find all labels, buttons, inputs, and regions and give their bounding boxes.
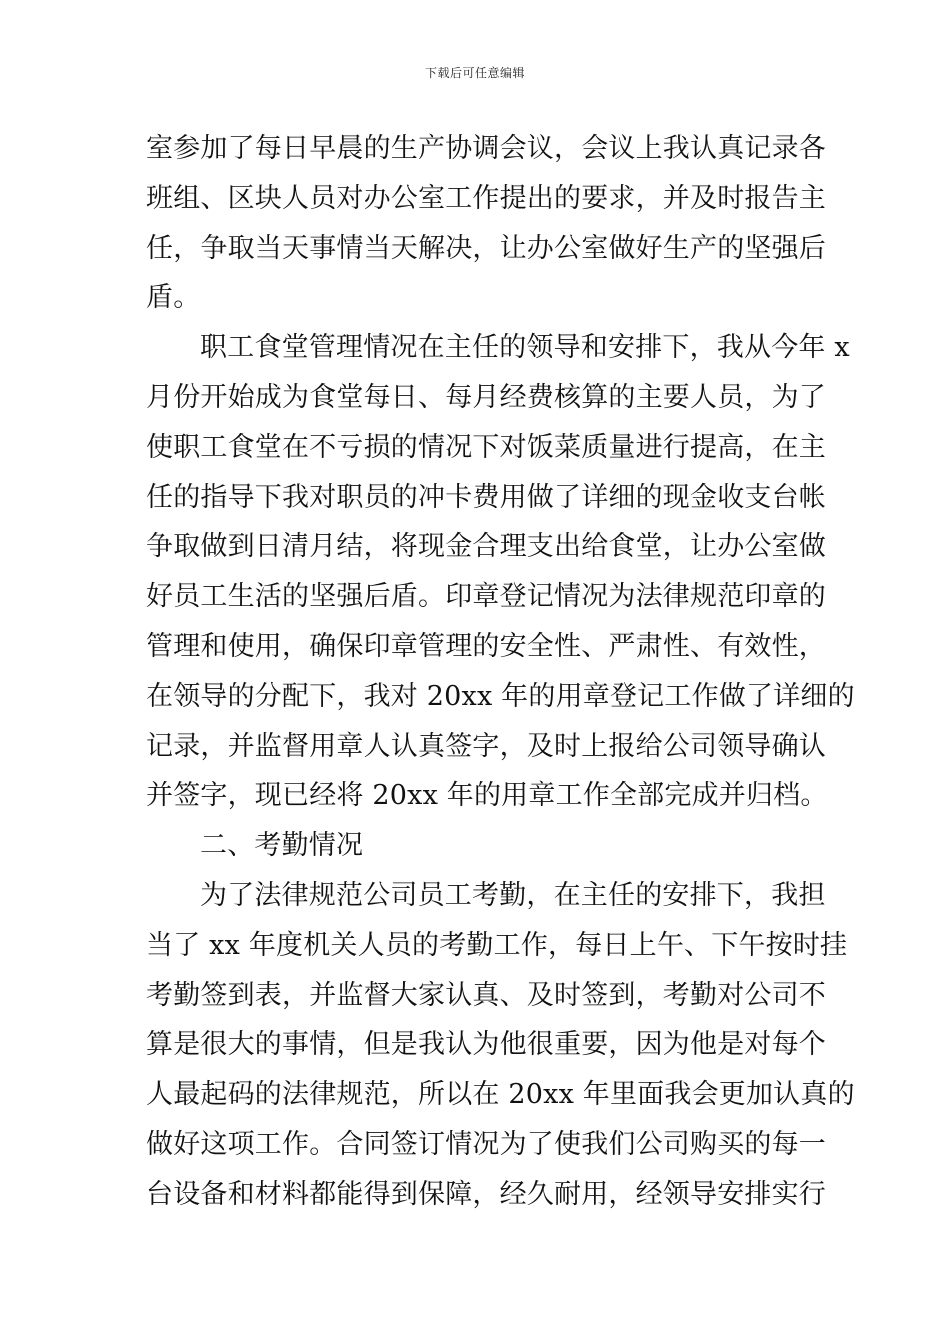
text-line: 算是很大的事情，但是我认为他很重要，因为他是对每个 [146, 1029, 826, 1061]
text-line: 班组、区块人员对办公室工作提出的要求，并及时报告主 [146, 182, 826, 214]
text-line: 好员工生活的坚强后盾。印章登记情况为法律规范印章的 [146, 581, 826, 613]
text-line: 职工食堂管理情况在主任的领导和安排下，我从今年 x [200, 332, 850, 364]
text-line: 任的指导下我对职员的冲卡费用做了详细的现金收支台帐 [146, 481, 826, 513]
text-line: 任，争取当天事情当天解决，让办公室做好生产的坚强后 [146, 232, 826, 264]
text-line: 考勤签到表，并监督大家认真、及时签到，考勤对公司不 [146, 979, 826, 1011]
text-line: 台设备和材料都能得到保障，经久耐用，经领导安排实行 [146, 1178, 826, 1210]
text-line: 二、考勤情况 [200, 830, 364, 862]
text-line: 管理和使用，确保印章管理的安全性、严肃性、有效性， [146, 630, 826, 662]
text-line: 在领导的分配下，我对 20xx 年的用章登记工作做了详细的 [146, 680, 855, 712]
document-body [146, 124, 855, 1220]
text-line: 室参加了每日早晨的生产协调会议，会议上我认真记录各 [146, 133, 826, 164]
text-line: 盾。 [146, 282, 201, 314]
text-line: 并签字，现已经将 20xx 年的用章工作全部完成并归档。 [146, 780, 828, 812]
text-line: 记录，并监督用章人认真签字，及时上报给公司领导确认 [146, 730, 826, 762]
text-line: 做好这项工作。合同签订情况为了使我们公司购买的每一 [146, 1128, 826, 1160]
page-header: 下载后可任意编辑 [424, 66, 525, 80]
text-line: 为了法律规范公司员工考勤，在主任的安排下，我担 [200, 879, 826, 911]
text-line: 当了 xx 年度机关人员的考勤工作，每日上午、下午按时挂 [146, 929, 848, 961]
text-line: 争取做到日清月结，将现金合理支出给食堂，让办公室做 [146, 531, 826, 563]
text-line: 使职工食堂在不亏损的情况下对饭菜质量进行提高，在主 [146, 431, 826, 463]
text-line: 月份开始成为食堂每日、每月经费核算的主要人员，为了 [146, 381, 826, 413]
text-line: 人最起码的法律规范，所以在 20xx 年里面我会更加认真的 [146, 1079, 855, 1111]
